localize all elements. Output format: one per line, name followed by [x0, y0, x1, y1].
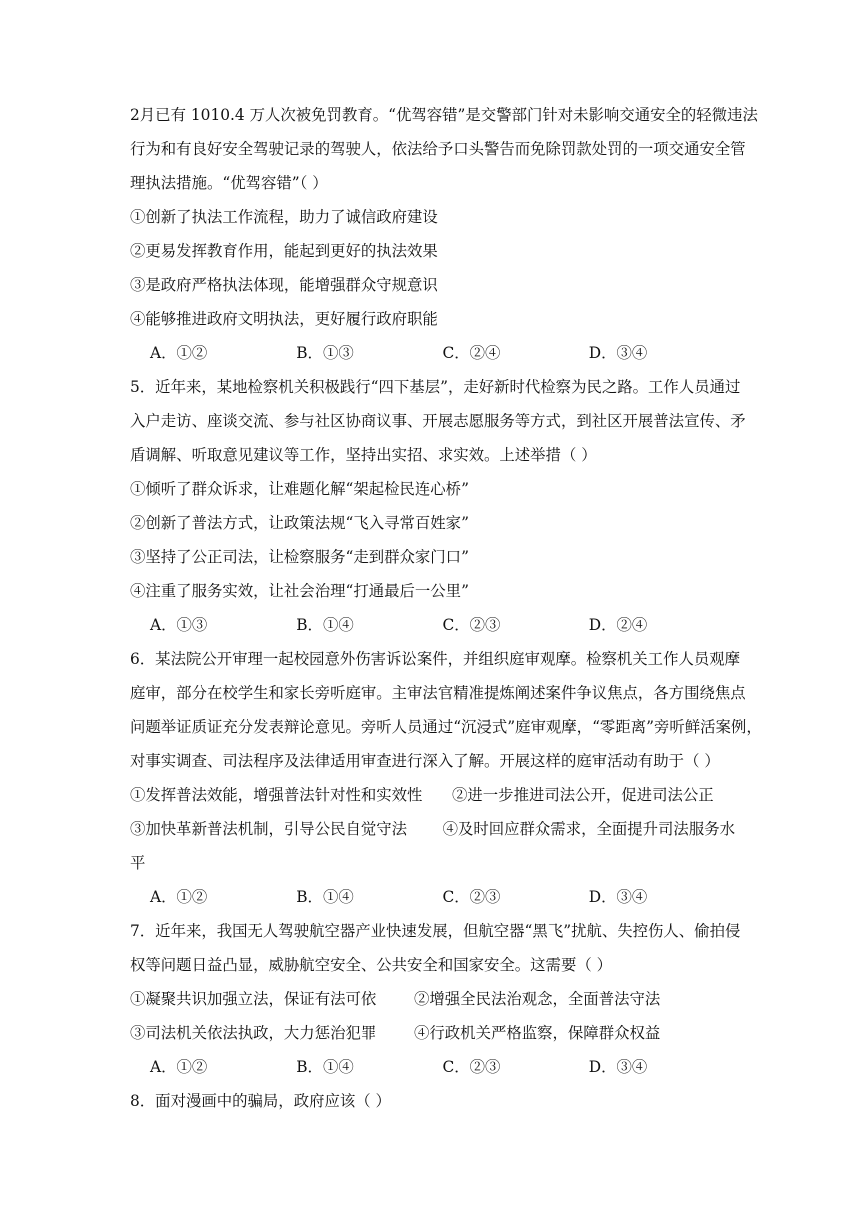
option-d: D．③④: [588, 888, 648, 906]
question-stem-line: 问题举证质证充分发表辩论意见。旁听人员通过“沉浸式”庭审观摩，“零距离”旁听鲜活案例，: [130, 718, 762, 736]
option-a: A．①②: [150, 1058, 208, 1076]
statement-item: ④能够推进政府文明执法，更好履行政府职能: [130, 310, 438, 328]
statement-item: ③司法机关依法执政，大力惩治犯罪: [130, 1024, 377, 1042]
question-stem-line: 庭审，部分在校学生和家长旁听庭审。主审法官精准提炼阐述案件争议焦点，各方围绕焦点: [130, 684, 746, 702]
option-b: B．①④: [296, 888, 354, 906]
option-d: D．③④: [588, 1058, 648, 1076]
question-5: [130, 370, 746, 642]
statement-item: ③坚持了公正司法，让检察服务“走到群众家门口”: [130, 548, 469, 566]
statement-item: ①创新了执法工作流程，助力了诚信政府建设: [130, 208, 438, 226]
question-stem-line: 行为和有良好安全驾驶记录的驾驶人，依法给予口头警告而免除罚款处罚的一项交通安全管: [130, 140, 746, 158]
statement-item: ③是政府严格执法体现，能增强群众守规意识: [130, 276, 438, 294]
question-stem-line: 权等问题日益凸显，威胁航空安全、公共安全和国家安全。这需要（ ）: [130, 956, 613, 974]
statement-item: ②增强全民法治观念，全面普法守法: [414, 990, 661, 1008]
statement-item: ①倾听了群众诉求，让难题化解“架起检民连心桥”: [130, 480, 469, 498]
question-4: [130, 98, 758, 370]
question-stem-line: 对事实调查、司法程序及法律适用审查进行深入了解。开展这样的庭审活动有助于（ ）: [130, 752, 720, 770]
option-b: B．①③: [296, 344, 354, 362]
statement-item: ①发挥普法效能，增强普法针对性和实效性: [130, 786, 423, 804]
option-a: A．①②: [150, 344, 208, 362]
question-stem-line: 入户走访、座谈交流、参与社区协商议事、开展志愿服务等方式，到社区开展普法宣传、矛: [130, 412, 746, 430]
option-c: C．②③: [442, 888, 501, 906]
option-d: D．③④: [588, 344, 648, 362]
question-8: [130, 1084, 735, 1118]
statement-pair: [130, 812, 735, 846]
option-a: A．①③: [150, 616, 208, 634]
statement-item: ③加快革新普法机制，引导公民自觉守法: [130, 820, 408, 838]
question-stem-line: 7．近年来，我国无人驾驶航空器产业快速发展，但航空器“黑飞”扰航、失控伤人、偷拍侵: [130, 922, 741, 940]
answer-options: [130, 880, 735, 914]
question-stem-line: 5．近年来，某地检察机关积极践行“四下基层”，走好新时代检察为民之路。工作人员通过: [130, 378, 741, 396]
option-d: D．②④: [588, 616, 648, 634]
statement-item: ①凝聚共识加强立法，保证有法可依: [130, 990, 377, 1008]
exam-page: [130, 98, 762, 1118]
option-c: C．②③: [442, 1058, 501, 1076]
statement-pair: [130, 1016, 735, 1050]
question-stem-line: 6．某法院公开审理一起校园意外伤害诉讼案件，并组织庭审观摩。检察机关工作人员观摩: [130, 650, 741, 668]
option-b: B．①④: [296, 616, 354, 634]
statement-item: ②进一步推进司法公开，促进司法公正: [452, 786, 714, 804]
statement-item: ④行政机关严格监察，保障群众权益: [414, 1024, 661, 1042]
question-6: [130, 642, 762, 914]
question-stem-line: 8．面对漫画中的骗局，政府应该（ ）: [130, 1092, 391, 1110]
statement-item-wrap: 平: [130, 854, 146, 872]
question-stem-line: 2月已有 1010.4 万人次被免罚教育。“优驾容错”是交警部门针对未影响交通安全的轻微违法: [130, 106, 758, 124]
option-c: C．②④: [442, 344, 501, 362]
answer-options: [130, 336, 735, 370]
statement-item: ②创新了普法方式，让政策法规“飞入寻常百姓家”: [130, 514, 469, 532]
statement-pair: [130, 778, 735, 812]
option-b: B．①④: [296, 1058, 354, 1076]
question-7: [130, 914, 741, 1084]
option-c: C．②③: [442, 616, 501, 634]
statement-item: ④及时回应群众需求，全面提升司法服务水: [442, 820, 735, 838]
statement-item: ②更易发挥教育作用，能起到更好的执法效果: [130, 242, 438, 260]
answer-options: [130, 608, 735, 642]
question-stem-line: 理执法措施。“优驾容错”（ ）: [130, 174, 328, 192]
statement-pair: [130, 982, 735, 1016]
option-a: A．①②: [150, 888, 208, 906]
statement-item: ④注重了服务实效，让社会治理“打通最后一公里”: [130, 582, 469, 600]
question-stem-line: 盾调解、听取意见建议等工作，坚持出实招、求实效。上述举措（ ）: [130, 446, 597, 464]
answer-options: [130, 1050, 735, 1084]
